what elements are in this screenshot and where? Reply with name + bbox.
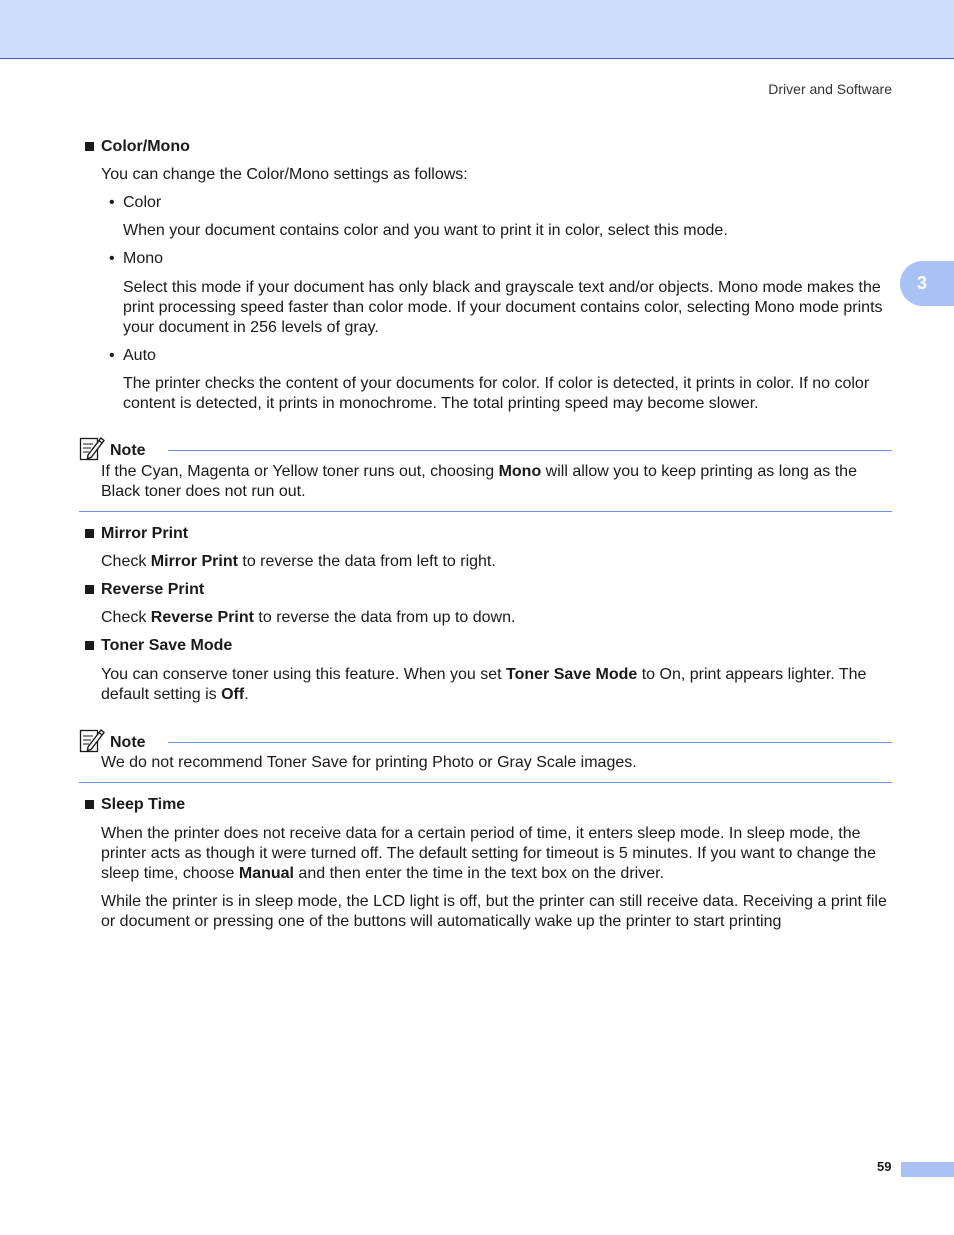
note-header bbox=[79, 439, 892, 461]
section-heading-color-mono: Color/Mono bbox=[83, 137, 892, 157]
note-pencil-icon bbox=[79, 435, 105, 461]
footer-bar bbox=[901, 1162, 954, 1177]
reverse-print-text: Check Reverse Print to reverse the data from up to down. bbox=[101, 609, 516, 626]
option-color: • Color bbox=[109, 194, 162, 211]
square-bullet-icon bbox=[85, 142, 94, 151]
option-mono-description: Select this mode if your document has only black and grayscale text and/or objects. Mono mode makes the print processing speed faster than color mode. If your document contains color, selecting Mono mode prints your document in 256 levels of gray. bbox=[123, 279, 883, 336]
option-color-description: When your document contains color and you want to print it in color, select this mode. bbox=[123, 222, 728, 239]
sleep-time-paragraph-1: When the printer does not receive data for a certain period of time, it enters sleep mode. In sleep mode, the printer acts as though it were turned off. The default setting for timeout is 5 minutes. If you want to change the sleep time, choose Manual and then enter the time in the text box on the driver. bbox=[101, 825, 876, 882]
square-bullet-icon bbox=[85, 529, 94, 538]
section-heading-toner-save-mode: Toner Save Mode bbox=[83, 636, 892, 656]
note-box bbox=[79, 731, 892, 783]
square-bullet-icon bbox=[85, 800, 94, 809]
header-band bbox=[0, 0, 954, 59]
option-mono: • Mono bbox=[109, 250, 164, 267]
square-bullet-icon bbox=[85, 585, 94, 594]
page-content bbox=[83, 137, 892, 932]
note-box bbox=[79, 439, 892, 512]
note-label: Note bbox=[110, 442, 146, 459]
option-auto: • Auto bbox=[109, 347, 156, 364]
chapter-tab: 3 bbox=[900, 261, 954, 306]
color-mono-intro: You can change the Color/Mono settings as follows: bbox=[101, 166, 468, 183]
page-number: 59 bbox=[877, 1159, 892, 1174]
note-divider bbox=[168, 450, 892, 451]
note-divider bbox=[168, 742, 892, 743]
square-bullet-icon bbox=[85, 641, 94, 650]
section-heading-mirror-print: Mirror Print bbox=[83, 524, 892, 544]
note-header bbox=[79, 731, 892, 753]
note-text: We do not recommend Toner Save for printing Photo or Gray Scale images. bbox=[101, 754, 637, 771]
sleep-time-paragraph-2: While the printer is in sleep mode, the LCD light is off, but the printer can still receive data. Receiving a print file or document or pressing one of the buttons will automatically wake up the printer to start printing bbox=[101, 893, 887, 930]
toner-save-text: You can conserve toner using this feature. When you set Toner Save Mode to On, print appears lighter. The default setting is Off. bbox=[101, 666, 867, 703]
bullet-dot-icon: • bbox=[109, 347, 115, 364]
running-header: Driver and Software bbox=[768, 81, 892, 97]
note-label: Note bbox=[110, 734, 146, 751]
note-pencil-icon bbox=[79, 727, 105, 753]
section-heading-sleep-time: Sleep Time bbox=[83, 795, 892, 815]
bullet-dot-icon: • bbox=[109, 194, 115, 211]
option-auto-description: The printer checks the content of your documents for color. If color is detected, it prints in color. If no color content is detected, it prints in monochrome. The total printing speed may become slower. bbox=[123, 375, 870, 412]
bullet-dot-icon: • bbox=[109, 250, 115, 267]
mirror-print-text: Check Mirror Print to reverse the data from left to right. bbox=[101, 553, 496, 570]
section-heading-reverse-print: Reverse Print bbox=[83, 580, 892, 600]
note-text: If the Cyan, Magenta or Yellow toner runs out, choosing Mono will allow you to keep printing as long as the Black toner does not run out. bbox=[101, 463, 857, 500]
